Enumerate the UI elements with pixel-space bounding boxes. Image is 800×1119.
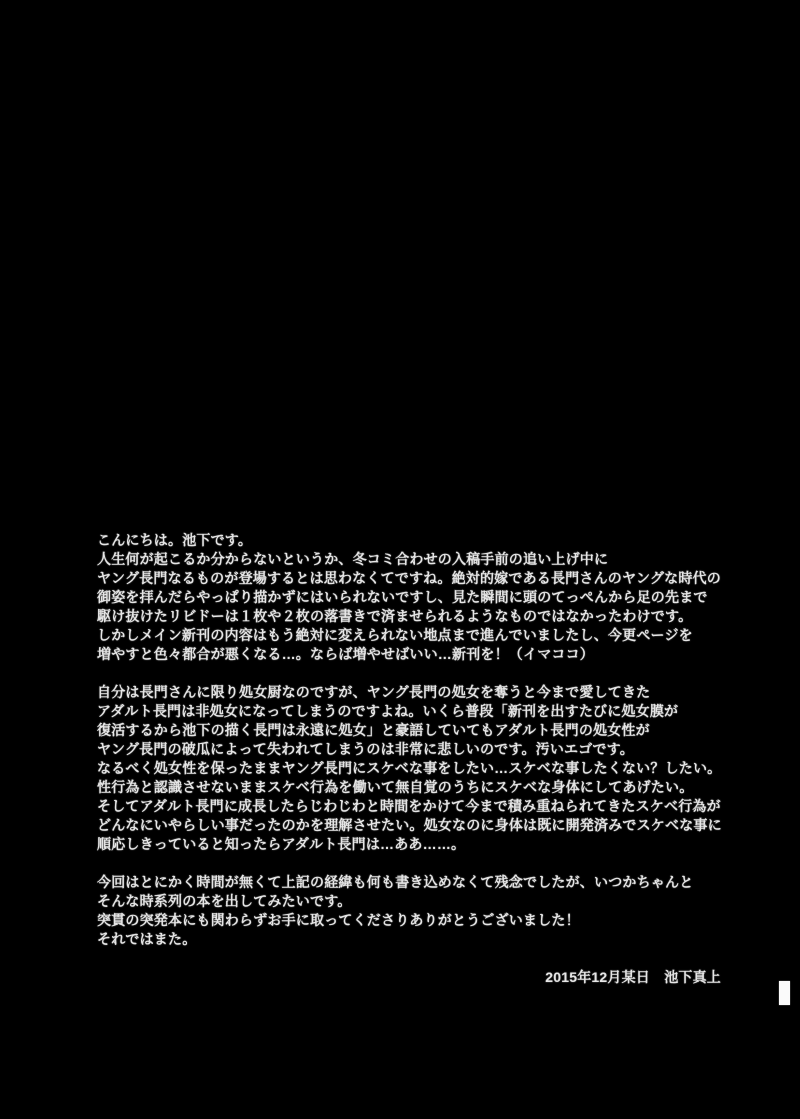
afterword-paragraphs: [97, 531, 737, 949]
text-line: なるべく処女性を保ったままヤング長門にスケベな事をしたい…スケベな事したくない？したい。: [97, 760, 722, 776]
text-line: しかしメイン新刊の内容はもう絶対に変えられない地点まで進んでいましたし、今更ページを: [97, 627, 693, 643]
text-line: 増やすと色々都合が悪くなる…。ならば増やせばいい…新刊を！（イマココ）: [97, 646, 594, 662]
text-line: それではまた。: [97, 931, 197, 947]
text-line: ヤング長門なるものが登場するとは思わなくてですね。絶対的嫁である長門さんのヤングな時代の: [97, 570, 721, 586]
text-line: 順応しきっていると知ったらアダルト長門は…ああ……。: [97, 836, 466, 852]
text-line: そしてアダルト長門に成長したらじわじわと時間をかけて今まで積み重ねられてきたスケベ行為が: [97, 798, 721, 814]
text-line: 復活するから池下の描く長門は永遠に処女」と豪語していてもアダルト長門の処女性が: [97, 722, 650, 738]
text-line: そんな時系列の本を出してみたいです。: [97, 893, 352, 909]
text-line: 人生何が起こるか分からないというか、冬コミ合わせの入稿手前の追い上げ中に: [97, 551, 609, 567]
text-line: 突貫の突発本にも関わらずお手に取ってくださりありがとうございました！: [97, 912, 580, 928]
signature-line: 2015年12月某日 池下真上: [545, 969, 721, 985]
text-line: 性行為と認識させないままスケベ行為を働いて無自覚のうちにスケベな身体にしてあげたい。: [97, 779, 694, 795]
text-line: こんにちは。池下です。: [97, 532, 253, 548]
paragraph: [97, 873, 737, 949]
paragraph: [97, 683, 737, 854]
page-edge-marker: [779, 981, 790, 1005]
text-line: 今回はとにかく時間が無くて上記の経緯も何も書き込めなくて残念でしたが、いつかちゃんと: [97, 874, 694, 890]
text-line: どんなにいやらしい事だったのかを理解させたい。処女なのに身体は既に開発済みでスケベな事に: [97, 817, 722, 833]
paragraph: [97, 531, 737, 664]
text-line: ヤング長門の破瓜によって失われてしまうのは非常に悲しいのです。汚いエゴです。: [97, 741, 634, 757]
text-line: 駆け抜けたリビドーは１枚や２枚の落書きで済ませられるようなものではなかったわけです。: [97, 608, 693, 624]
afterword-text-block: [97, 531, 737, 987]
text-line: 自分は長門さんに限り処女厨なのですが、ヤング長門の処女を奪うと今まで愛してきた: [97, 684, 651, 700]
text-line: 御姿を拝んだらやっぱり描かずにはいられないですし、見た瞬間に頭のてっぺんから足の先まで: [97, 589, 708, 605]
text-line: アダルト長門は非処女になってしまうのですよね。いくら普段「新刊を出すたびに処女膜が: [97, 703, 679, 719]
